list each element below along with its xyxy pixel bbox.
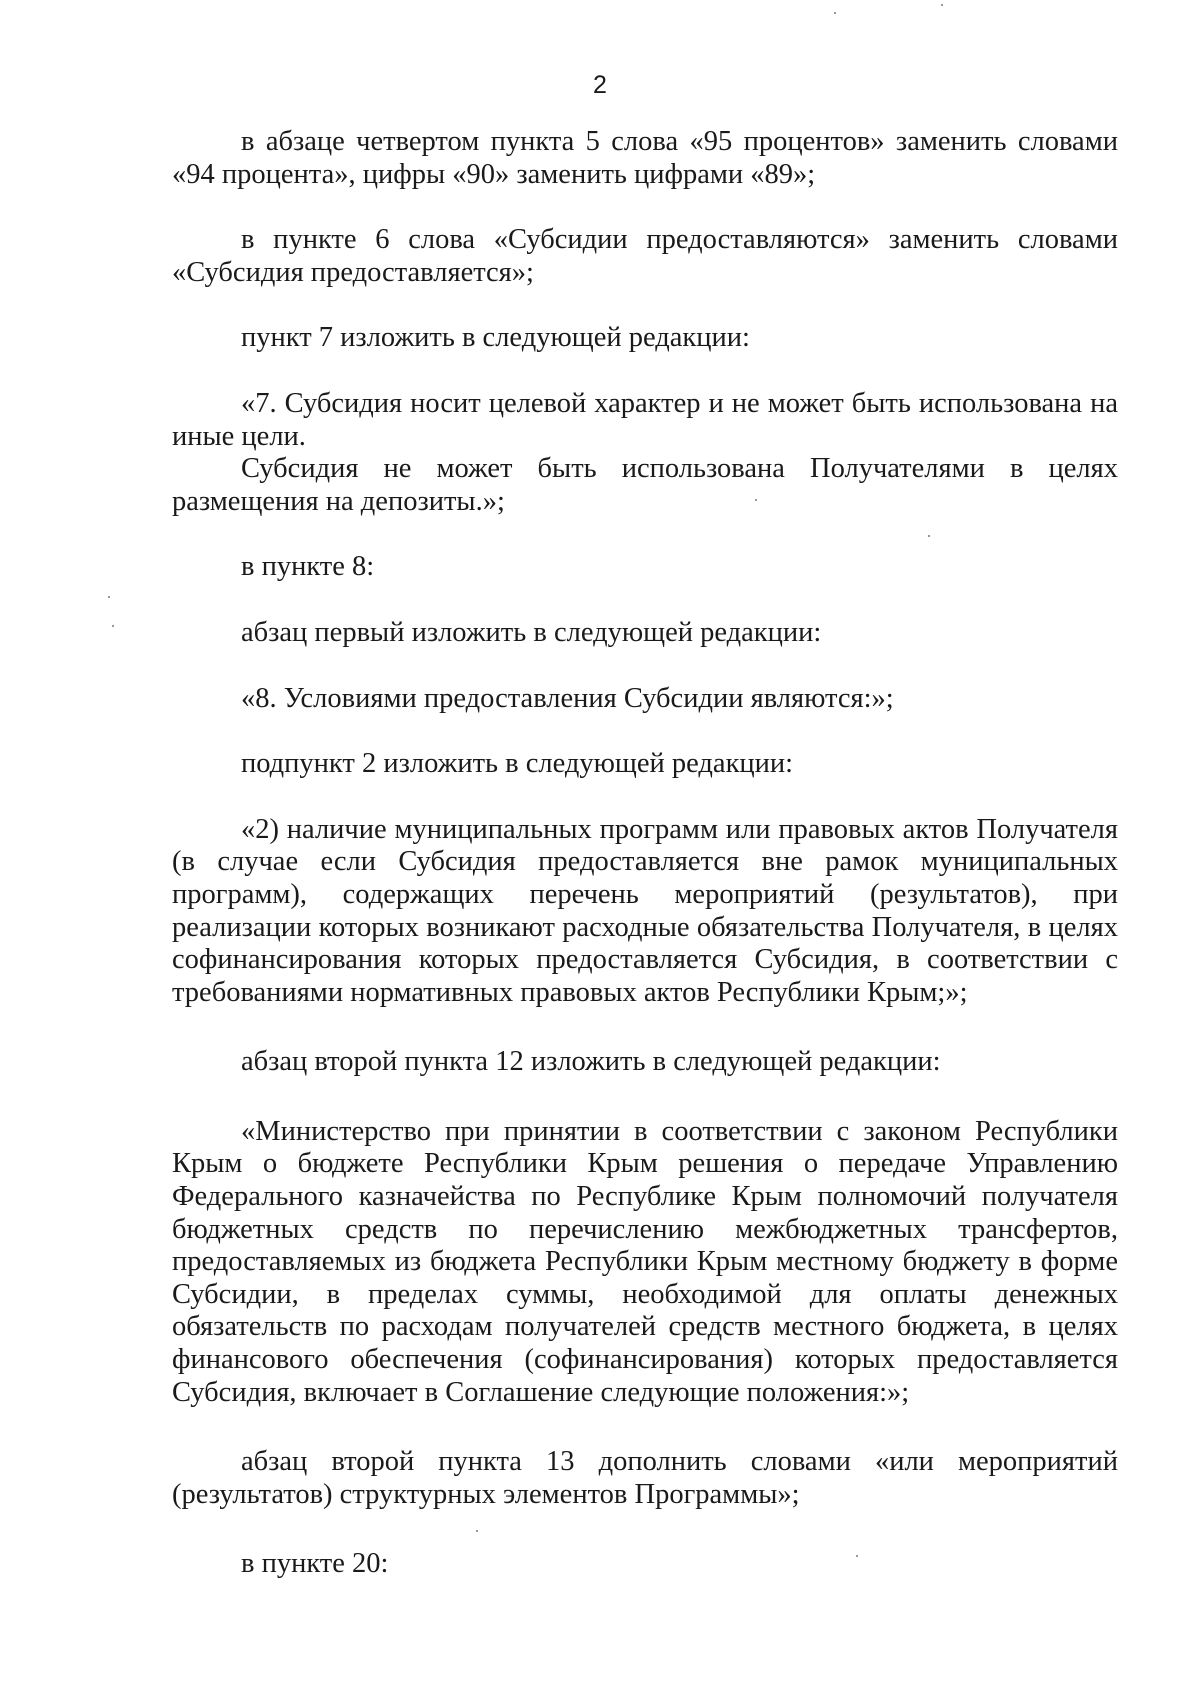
paragraph-1: в абзаце четвертом пункта 5 слова «95 процентов» заменить словами «94 процента», цифры «90» заменить цифрами «89»; bbox=[172, 126, 1118, 190]
document-body bbox=[172, 126, 1118, 1581]
page-number: 2 bbox=[593, 71, 607, 99]
scan-speck bbox=[928, 535, 930, 537]
paragraph-10: «2) наличие муниципальных программ или правовых актов Получателя (в случае если Субсидия предоставляется вне рамок муниципальных программ), содержащих перечень мероприятий (результатов), при реализации которых возникают расходные обязательства Получателя, в целях софинансирования которых предоставляется Субсидия, в соответствии с требованиями нормативных правовых актов Республики Крым;»; bbox=[172, 813, 1118, 1008]
scan-speck bbox=[834, 12, 836, 14]
scan-speck bbox=[755, 499, 757, 501]
paragraph-5: Субсидия не может быть использована Получателями в целях размещения на депозиты.»; bbox=[172, 453, 1118, 517]
paragraph-4: «7. Субсидия носит целевой характер и не может быть использована на иные цели. bbox=[172, 387, 1118, 452]
paragraph-7: абзац первый изложить в следующей редакции: bbox=[241, 616, 822, 648]
paragraph-11: абзац второй пункта 12 изложить в следующей редакции: bbox=[241, 1046, 941, 1078]
paragraph-8: «8. Условиями предоставления Субсидии являются:»; bbox=[241, 682, 894, 714]
scan-speck bbox=[108, 596, 110, 598]
paragraph-14: в пункте 20: bbox=[241, 1548, 389, 1580]
paragraph-3: пункт 7 изложить в следующей редакции: bbox=[241, 322, 750, 354]
scan-speck bbox=[112, 625, 114, 627]
paragraph-9: подпункт 2 изложить в следующей редакции: bbox=[241, 748, 794, 780]
scan-speck bbox=[476, 1530, 478, 1532]
paragraph-13: абзац второй пункта 13 дополнить словами «или мероприятий (результатов) структурных элементов Программы»; bbox=[172, 1446, 1118, 1510]
scan-speck bbox=[941, 4, 943, 6]
scan-speck bbox=[856, 1555, 858, 1557]
paragraph-12: «Министерство при принятии в соответствии с законом Республики Крым о бюджете Республики Крым решения о передаче Управлению Федерального казначейства по Республике Крым полномочий получателя бюджетных средств по перечислению межбюджетных трансфертов, предоставляемых из бюджета Республики Крым местному бюджету в форме Субсидии, в пределах суммы, необходимой для оплаты денежных обязательств по расходам получателей средств местного бюджета, в целях финансового обеспечения (софинансирования) которых предоставляется Субсидия, включает в Соглашение следующие положения:»; bbox=[172, 1115, 1118, 1408]
paragraph-2: в пункте 6 слова «Субсидии предоставляются» заменить словами «Субсидия предоставляется»; bbox=[172, 224, 1118, 288]
paragraph-6: в пункте 8: bbox=[241, 551, 375, 583]
